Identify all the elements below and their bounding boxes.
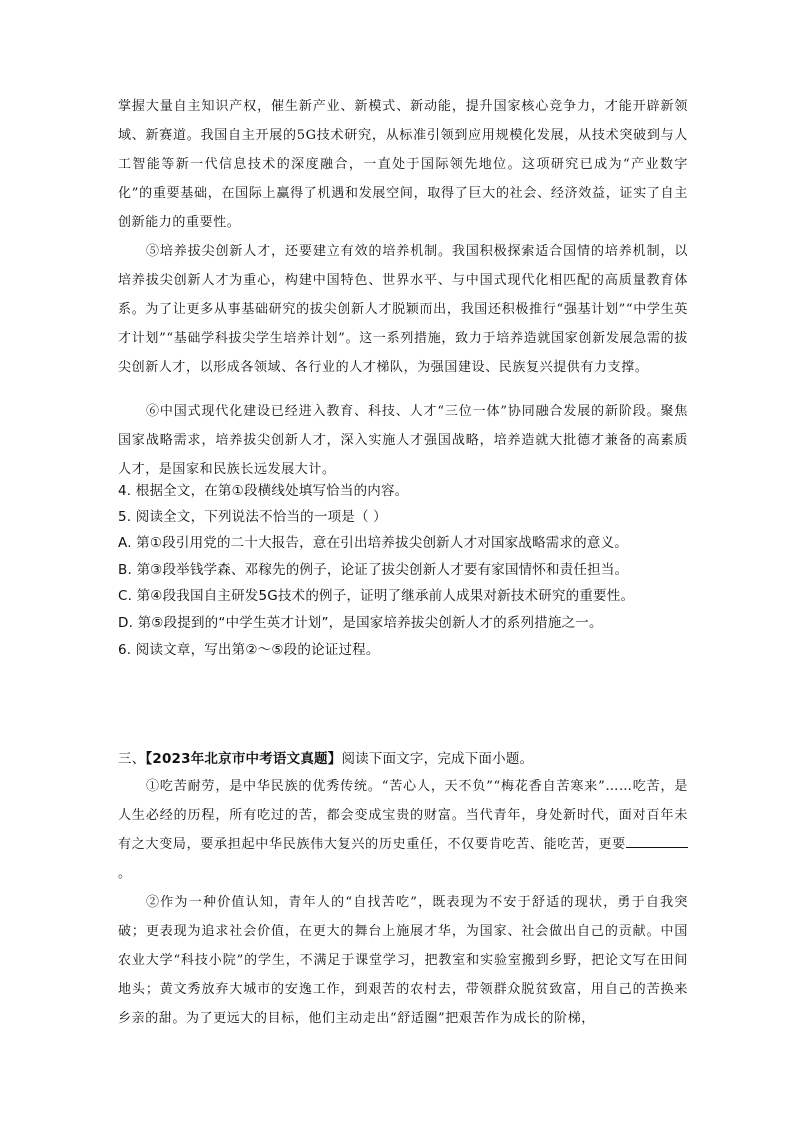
paragraph-1-text: ①吃苦耐劳，是中华民族的优秀传统。“苦心人，天不负”“梅花香自苦寒来”……吃苦，是人生必经的历程，所有吃过的苦，都会变成宝贵的财富。当代青年，身处新时代，面对百年未有之大变局，要承担起中华民族伟大复兴的历史重任，不仅要肯吃苦、能吃苦，更要	[118, 779, 688, 852]
question-5-option-b: B. 第③段举钱学森、邓稼先的例子，论证了拔尖创新人才要有家国情怀和责任担当。	[118, 562, 629, 578]
question-5-option-d: D. 第⑤段提到的“中学生英才计划”，是国家培养拔尖创新人才的系列措施之一。	[118, 615, 603, 631]
source-tag: 【2023年北京市中考语文真题】	[145, 751, 342, 767]
section-3-heading	[118, 745, 698, 773]
passage-paragraph-6: ⑥中国式现代化建设已经进入教育、科技、人才“三位一体”协同融合发展的新阶段。聚焦国家战略需求，培养拔尖创新人才，深入实施人才强国战略，培养造就大批德才兼备的高素质人才，是国家和民族长远发展大计。	[118, 404, 688, 477]
section-number: 三、	[118, 751, 146, 767]
passage-paragraph-4-continued: 掌握大量自主知识产权，催生新产业、新模式、新动能，提升国家核心竞争力，才能开辟新领域、新赛道。我国自主开展的5G技术研究，从标准引领到应用规模化发展，从技术突破到与人工智能等新一代信息技术的深度融合，一直处于国际领先地位。这项研究已成为“产业数字化”的重要基础，在国际上赢得了机遇和发展空间，取得了巨大的社会、经济效益，证实了自主创新能力的重要性。	[118, 99, 688, 230]
paragraph-1-end: 。	[118, 866, 132, 881]
question-5-option-a: A. 第①段引用党的二十大报告，意在引出培养拔尖创新人才对国家战略需求的意义。	[118, 535, 628, 551]
section-instruction: 阅读下面文字，完成下面小题。	[341, 751, 534, 767]
section-3-paragraph-2: ②作为一种价值认知，青年人的“自找苦吃”，既表现为不安于舒适的现状，勇于自我突破；更表现为追求社会价值，在更大的舞台上施展才华，为国家、社会做出自己的贡献。中国农业大学“科技小院”的学生，不满足于课堂学习，把教室和实验室搬到乡野，把论文写在田间地头；黄文秀放弃大城市的安逸工作，到艰苦的农村去，带领群众脱贫致富，用自己的苦换来乡亲的甜。为了更远大的目标，他们主动走出“舒适圈”把艰苦作为成长的阶梯，	[118, 895, 688, 1026]
question-5-option-c: C. 第④段我国自主研发5G技术的例子，证明了继承前人成果对新技术研究的重要性。	[118, 588, 635, 604]
question-5: 5. 阅读全文，下列说法不恰当的一项是（ ）	[118, 509, 387, 525]
passage-paragraph-5: ⑤培养拔尖创新人才，还要建立有效的培养机制。我国积极探索适合国情的培养机制，以培养拔尖创新人才为重心，构建中国特色、世界水平、与中国式现代化相匹配的高质量教育体系。为了让更多从事基础研究的拔尖创新人才脱颖而出，我国还积极推行“强基计划”“中学生英才计划”“基础学科拔尖学生培养计划”。这一系列措施，致力于培养造就国家创新发展急需的拔尖创新人才，以形成各领域、各行业的人才梯队，为强国建设、民族复兴提供有力支撑。	[118, 244, 688, 375]
question-6: 6. 阅读文章，写出第②～⑤段的论证过程。	[118, 642, 380, 658]
question-4: 4. 根据全文，在第①段横线处填写恰当的内容。	[118, 483, 409, 499]
fill-in-blank	[626, 833, 688, 848]
section-3-paragraph-1	[118, 772, 688, 888]
